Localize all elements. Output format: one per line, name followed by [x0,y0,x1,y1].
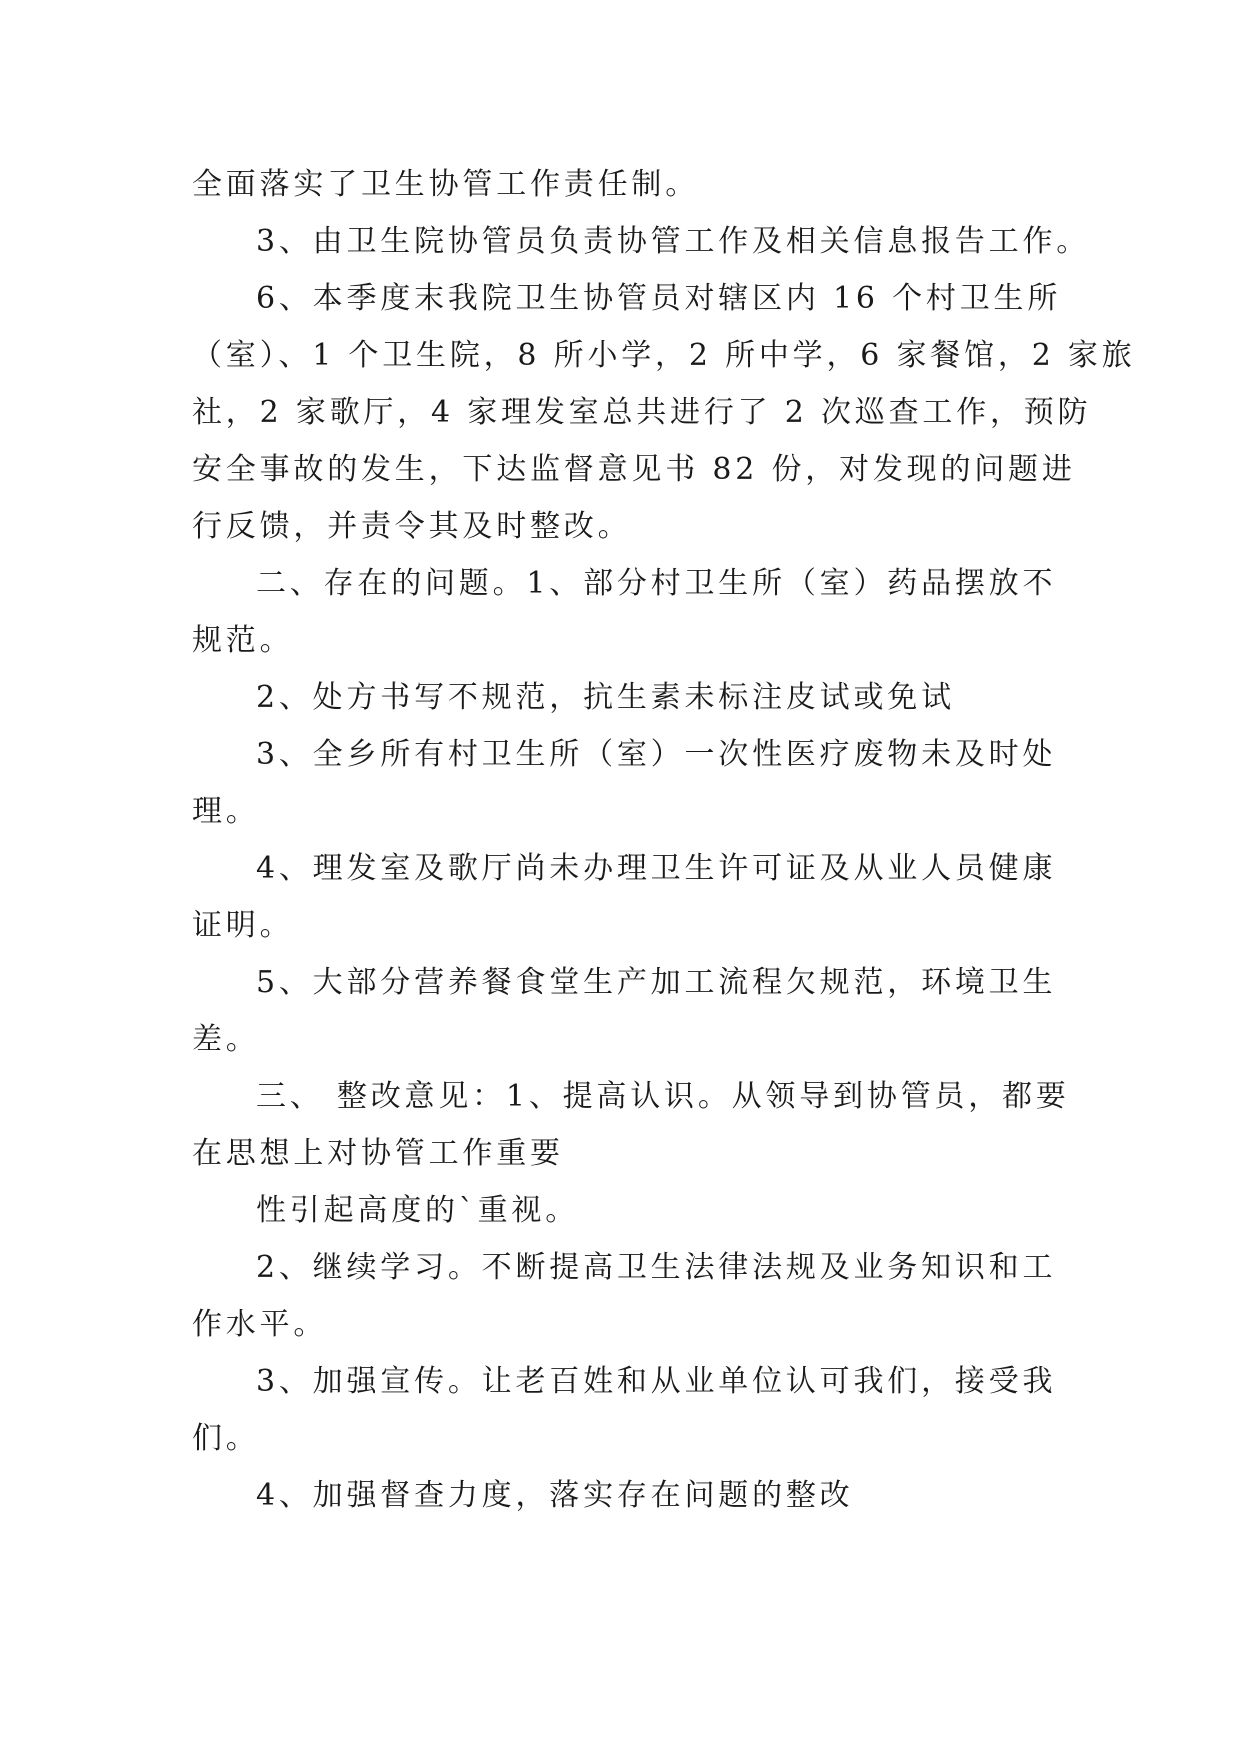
text-line: 在思想上对协管工作重要 [192,1136,564,1171]
text-line: 3、全乡所有村卫生所（室）一次性医疗废物未及时处 [256,737,1057,772]
text-line: 3、加强宣传。让老百姓和从业单位认可我们，接受我 [256,1364,1057,1399]
text-line: 2、处方书写不规范，抗生素未标注皮试或免试 [256,680,955,715]
text-line: 们。 [192,1421,260,1456]
text-line: 证明。 [192,908,294,943]
text-line: 作水平。 [192,1307,328,1342]
text-line: 差。 [192,1022,260,1057]
section-heading-line: 二、存在的问题。1、部分村卫生所（室）药品摆放不 [256,566,1057,601]
text-line: 5、大部分营养餐食堂生产加工流程欠规范，环境卫生 [256,965,1057,1000]
text-line: 规范。 [192,623,294,658]
text-line: 2、继续学习。不断提高卫生法律法规及业务知识和工 [256,1250,1057,1285]
text-line: 性引起高度的`重视。 [256,1193,579,1228]
text-line: 社，2 家歌厅，4 家理发室总共进行了 2 次巡查工作，预防 [192,395,1092,430]
text-line: 安全事故的发生，下达监督意见书 82 份，对发现的问题进 [192,452,1076,487]
text-line: 6、本季度末我院卫生协管员对辖区内 16 个村卫生所 [256,281,1062,316]
section-heading-line: 三、 整改意见：1、提高认识。从领导到协管员，都要 [256,1079,1070,1114]
text-line: 理。 [192,794,260,829]
text-line: 4、加强督查力度，落实存在问题的整改 [256,1478,854,1513]
text-line: （室）、1 个卫生院，8 所小学，2 所中学，6 家餐馆，2 家旅 [192,338,1136,373]
text-line: 行反馈，并责令其及时整改。 [192,509,632,544]
text-line: 3、由卫生院协管员负责协管工作及相关信息报告工作。 [256,224,1091,259]
text-line: 全面落实了卫生协管工作责任制。 [192,167,699,202]
text-line: 4、理发室及歌厅尚未办理卫生许可证及从业人员健康 [256,851,1057,886]
